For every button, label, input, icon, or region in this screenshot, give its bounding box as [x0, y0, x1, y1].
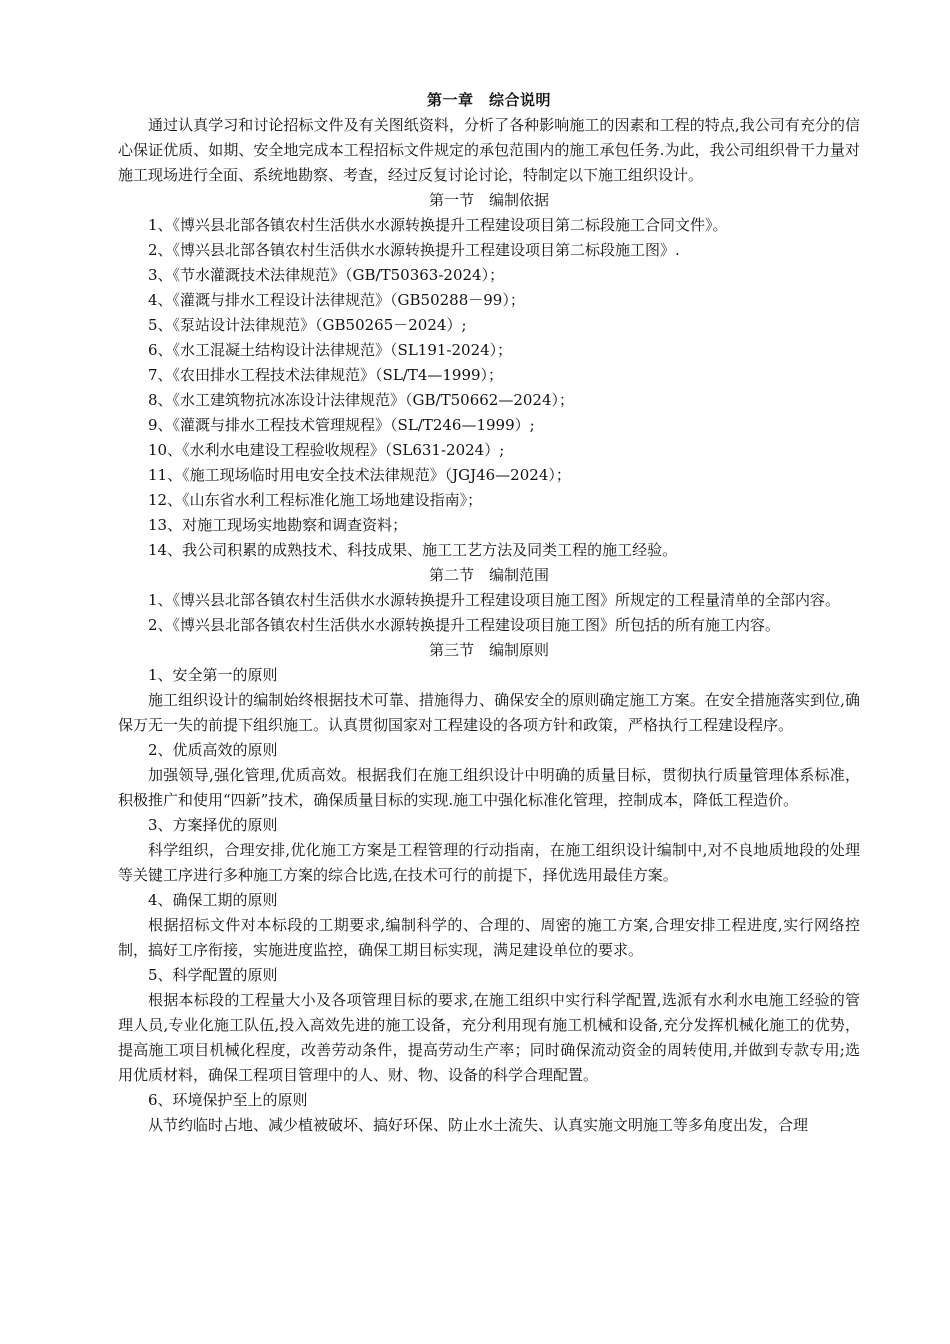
intro-paragraph: 通过认真学习和讨论招标文件及有关图纸资料，分析了各种影响施工的因素和工程的特点,我公司有充分的信心保证优质、如期、安全地完成本工程招标文件规定的承包范围内的施工承包任务.为此，我公司组织骨干力量对施工现场进行全面、系统地勘察、考查，经过反复讨论讨论，特制定以下施工组织设计。	[118, 116, 860, 184]
section-2-title: 第二节 编制范围	[428, 566, 549, 584]
basis-item: 10、《水利水电建设工程验收规程》（SL631-2024）;	[148, 441, 505, 459]
principle-body: 根据招标文件对本标段的工期要求,编制科学的、合理的、周密的施工方案,合理安排工程进度,实行网络控制，搞好工序衔接，实施进度监控，确保工期目标实现，满足建设单位的要求。	[118, 916, 860, 959]
chapter-title: 第一章 综合说明	[426, 91, 551, 109]
basis-item: 14、我公司积累的成熟技术、科技成果、施工工艺方法及同类工程的施工经验。	[148, 541, 678, 559]
section-3-title: 第三节 编制原则	[428, 641, 549, 659]
basis-item: 11、《施工现场临时用电安全技术法律规范》（JGJ46—2024）；	[148, 466, 571, 484]
scope-item: 2、《博兴县北部各镇农村生活供水水源转换提升工程建设项目施工图》所包括的所有施工内容。	[148, 616, 781, 634]
principle-heading: 5、科学配置的原则	[148, 966, 278, 984]
principle-heading: 3、方案择优的原则	[148, 816, 278, 834]
basis-item: 3、《节水灌溉技术法律规范》（GB/T50363-2024）；	[148, 266, 505, 284]
basis-item: 6、《水工混凝土结构设计法律规范》（SL191-2024）；	[148, 341, 513, 359]
principle-heading: 6、环境保护至上的原则	[148, 1091, 308, 1109]
basis-item: 5、《泵站设计法律规范》（GB50265－2024）;	[148, 316, 467, 334]
principle-heading: 2、优质高效的原则	[148, 741, 278, 759]
basis-item: 2、《博兴县北部各镇农村生活供水水源转换提升工程建设项目第二标段施工图》.	[148, 241, 680, 259]
basis-item: 7、《农田排水工程技术法律规范》（SL/T4—1999）；	[148, 366, 504, 384]
section-1-title: 第一节 编制依据	[428, 191, 549, 209]
principle-body: 科学组织，合理安排,优化施工方案是工程管理的行动指南，在施工组织设计编制中,对不良地质地段的处理等关键工序进行多种施工方案的综合比选,在技术可行的前提下，择优选用最佳方案。	[118, 841, 860, 884]
principle-body: 从节约临时占地、减少植被破坏、搞好环保、防止水土流失、认真实施文明施工等多角度出发，合理	[148, 1116, 809, 1134]
document-content	[118, 88, 860, 1138]
principle-body: 加强领导,强化管理,优质高效。根据我们在施工组织设计中明确的质量目标，贯彻执行质量管理体系标准，积极推广和使用“四新”技术，确保质量目标的实现.施工中强化标准化管理，控制成本，降低工程造价。	[118, 766, 860, 809]
basis-item: 12、《山东省水利工程标准化施工场地建设指南》；	[148, 491, 483, 509]
principle-body: 根据本标段的工程量大小及各项管理目标的要求,在施工组织中实行科学配置,选派有水利水电施工经验的管理人员,专业化施工队伍,投入高效先进的施工设备，充分利用现有施工机械和设备,充分发挥机械化施工的优势，提高施工项目机械化程度，改善劳动条件，提高劳动生产率；同时确保流动资金的周转使用,并做到专款专用;选用优质材料，确保工程项目管理中的人、财、物、设备的科学合理配置。	[118, 991, 860, 1084]
scope-item: 1、《博兴县北部各镇农村生活供水水源转换提升工程建设项目施工图》所规定的工程量清单的全部内容。	[148, 591, 841, 609]
basis-item: 8、《水工建筑物抗冰冻设计法律规范》（GB/T50662—2024）；	[148, 391, 575, 409]
principle-heading: 1、安全第一的原则	[148, 666, 278, 684]
basis-item: 4、《灌溉与排水工程设计法律规范》（GB50288－99）；	[148, 291, 525, 309]
principle-body: 施工组织设计的编制始终根据技术可靠、措施得力、确保安全的原则确定施工方案。在安全措施落实到位,确保万无一失的前提下组织施工。认真贯彻国家对工程建设的各项方针和政策，严格执行工程建设程序。	[118, 691, 860, 734]
basis-item: 9、《灌溉与排水工程技术管理规程》（SL/T246—1999）;	[148, 416, 535, 434]
basis-item: 13、对施工现场实地勘察和调查资料；	[148, 516, 408, 534]
principle-heading: 4、确保工期的原则	[148, 891, 278, 909]
basis-item: 1、《博兴县北部各镇农村生活供水水源转换提升工程建设项目第二标段施工合同文件》。	[148, 216, 728, 234]
